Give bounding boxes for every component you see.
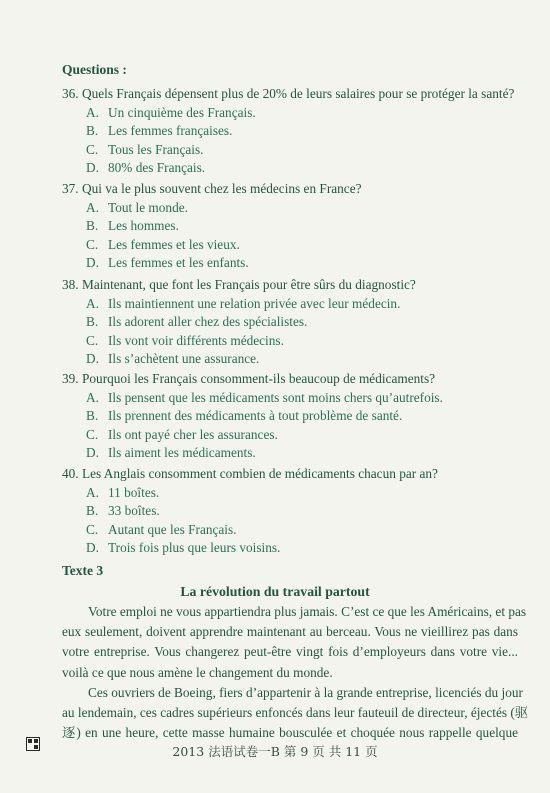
- question-number: 39.: [62, 371, 79, 386]
- question-text: Qui va le plus souvent chez les médecins en France?: [82, 181, 362, 196]
- option-a: [86, 296, 400, 312]
- option-b: [86, 218, 179, 234]
- option-d: [86, 255, 249, 271]
- option-a: [86, 390, 443, 406]
- option-text: Tout le monde.: [108, 200, 188, 215]
- option-text: Trois fois plus que leurs voisins.: [108, 540, 281, 556]
- question-text: Pourquoi les Français consomment-ils beaucoup de médicaments?: [82, 371, 436, 386]
- option-letter: D.: [86, 445, 99, 461]
- questions-heading: Questions :: [62, 62, 127, 77]
- option-letter: B.: [86, 408, 99, 424]
- option-d: [86, 445, 256, 461]
- option-d: [86, 351, 259, 367]
- option-letter: A.: [86, 200, 99, 215]
- option-a: [86, 485, 159, 501]
- question-number: 36.: [62, 86, 79, 101]
- option-letter: C.: [86, 426, 99, 442]
- paragraph-line: Votre emploi ne vous appartiendra plus jamais. C’est ce que les Américains, et pas: [88, 604, 527, 619]
- question-number: 40.: [62, 466, 79, 481]
- option-c: [86, 522, 237, 538]
- option-letter: D.: [86, 540, 99, 556]
- question-39: [62, 371, 435, 387]
- option-text: Ils maintiennent une relation privée avec leur médecin.: [108, 296, 401, 311]
- option-text: Ils ont payé cher les assurances.: [108, 426, 278, 442]
- paragraph-line: eux seulement, doivent apprendre maintenant au berceau. Vous ne vieillirez pas dans: [62, 624, 518, 640]
- question-text: Maintenant, que font les Français pour être sûrs du diagnostic?: [82, 277, 416, 292]
- option-text: Les hommes.: [108, 218, 179, 234]
- option-text: Ils adorent aller chez des spécialistes.: [108, 314, 308, 330]
- option-d: [86, 540, 280, 556]
- question-38: [62, 277, 416, 293]
- option-letter: A.: [86, 296, 99, 311]
- option-text: 11 boîtes.: [108, 485, 160, 500]
- paragraph-1: [62, 602, 527, 683]
- question-37: [62, 181, 362, 197]
- question-text: Quels Français dépensent plus de 20% de leurs salaires pour se protéger la santé?: [82, 86, 515, 101]
- option-letter: C.: [86, 521, 99, 537]
- paragraph-line: votre entreprise. Vous changerez peut-être vingt fois d’employeurs dans votre vie...: [62, 644, 518, 660]
- option-text: Les femmes et les vieux.: [108, 236, 240, 252]
- paragraph-line: 逐) en une heure, cette masse humaine bousculée et choquée nous rappelle quelque: [62, 725, 518, 741]
- option-letter: A.: [86, 485, 99, 500]
- option-text: 33 boîtes.: [108, 503, 160, 519]
- option-a: [86, 105, 256, 121]
- question-40: [62, 466, 438, 482]
- option-b: [86, 408, 402, 424]
- question-number: 38.: [62, 277, 79, 292]
- option-letter: D.: [86, 255, 99, 271]
- option-text: Ils pensent que les médicaments sont moins chers qu’autrefois.: [108, 390, 443, 405]
- option-d: [86, 160, 205, 176]
- option-text: Ils prennent des médicaments à tout problème de santé.: [108, 408, 403, 424]
- question-36: [62, 86, 514, 102]
- option-text: Ils aiment les médicaments.: [108, 445, 256, 461]
- paragraph-line: au lendemain, ces cadres supérieurs enfoncés dans leur fauteuil de directeur, éjectés (驱: [62, 705, 529, 721]
- option-c: [86, 142, 203, 158]
- option-letter: C.: [86, 141, 99, 157]
- option-c: [86, 427, 278, 443]
- option-b: [86, 314, 307, 330]
- option-letter: C.: [86, 236, 99, 252]
- option-letter: D.: [86, 160, 99, 176]
- paragraph-line: voilà ce que nous amène le changement du monde.: [62, 664, 333, 680]
- option-a: [86, 200, 188, 216]
- option-text: 80% des Français.: [108, 160, 206, 176]
- option-b: [86, 123, 232, 139]
- option-letter: D.: [86, 351, 99, 367]
- option-text: Ils s’achètent une assurance.: [108, 351, 260, 367]
- option-letter: B.: [86, 503, 99, 519]
- option-letter: C.: [86, 332, 99, 348]
- article-title: La révolution du travail partout: [180, 584, 370, 599]
- page-footer: 2013 法语试卷一B 第 9 页 共 11 页: [172, 744, 378, 759]
- option-b: [86, 503, 160, 519]
- option-text: Les femmes françaises.: [108, 123, 233, 139]
- option-letter: B.: [86, 314, 99, 330]
- option-text: Tous les Français.: [108, 141, 204, 157]
- option-c: [86, 237, 240, 253]
- option-c: [86, 333, 284, 349]
- option-letter: B.: [86, 218, 99, 234]
- paragraph-2: [62, 683, 529, 744]
- option-letter: B.: [86, 123, 99, 139]
- option-letter: A.: [86, 105, 99, 120]
- option-text: Les femmes et les enfants.: [108, 255, 249, 271]
- option-text: Ils vont voir différents médecins.: [108, 332, 284, 348]
- option-text: Un cinquième des Français.: [108, 105, 256, 120]
- question-number: 37.: [62, 181, 79, 196]
- option-letter: A.: [86, 390, 99, 405]
- texte-label: Texte 3: [62, 563, 104, 578]
- option-text: Autant que les Français.: [108, 521, 237, 537]
- paragraph-line: Ces ouvriers de Boeing, fiers d’appartenir à la grande entreprise, licenciés du jour: [88, 685, 523, 700]
- question-text: Les Anglais consomment combien de médicaments chacun par an?: [82, 466, 438, 481]
